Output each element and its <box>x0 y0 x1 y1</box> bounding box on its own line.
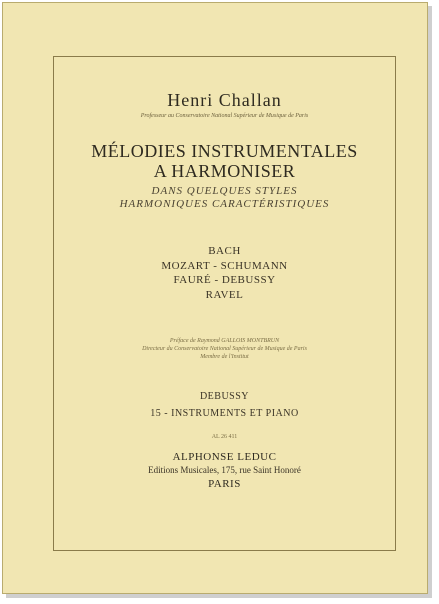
composer-line: BACH <box>208 245 241 257</box>
catalog-number: AL 26 411 <box>211 434 238 440</box>
preface-line: Membre de l'Institut <box>200 354 249 360</box>
title-line-2: A HARMONISER <box>153 161 296 181</box>
composer-line: FAURÉ - DEBUSSY <box>173 274 276 286</box>
volume-title: 15 - INSTRUMENTS ET PIANO <box>150 408 299 419</box>
preface-line: Directeur du Conservatoire National Supérieur de Musique de Paris <box>142 346 307 352</box>
subtitle-line-1: DANS QUELQUES STYLES <box>151 185 298 197</box>
publisher-city: PARIS <box>208 478 241 490</box>
score-cover <box>2 2 428 594</box>
preface-block <box>54 337 395 361</box>
subtitle-line-2: HARMONIQUES CARACTÉRISTIQUES <box>119 198 330 210</box>
composer-list <box>54 244 395 302</box>
title-line-1: MÉLODIES INSTRUMENTALES <box>91 141 358 161</box>
publisher-address: Editions Musicales, 175, rue Saint Honoré <box>148 465 301 475</box>
author-description: Professeur au Conservatoire National Supérieur de Musique de Paris <box>140 113 309 119</box>
preface-line: Préface de Raymond GALLOIS MONTBRUN <box>169 338 280 344</box>
composer-line: MOZART - SCHUMANN <box>161 259 288 272</box>
cover-frame <box>53 56 396 551</box>
volume-composer: DEBUSSY <box>199 391 250 402</box>
publisher-name: ALPHONSE LEDUC <box>172 451 277 463</box>
composer-line: RAVEL <box>205 288 244 301</box>
author-name: Henri Challan <box>167 90 282 110</box>
